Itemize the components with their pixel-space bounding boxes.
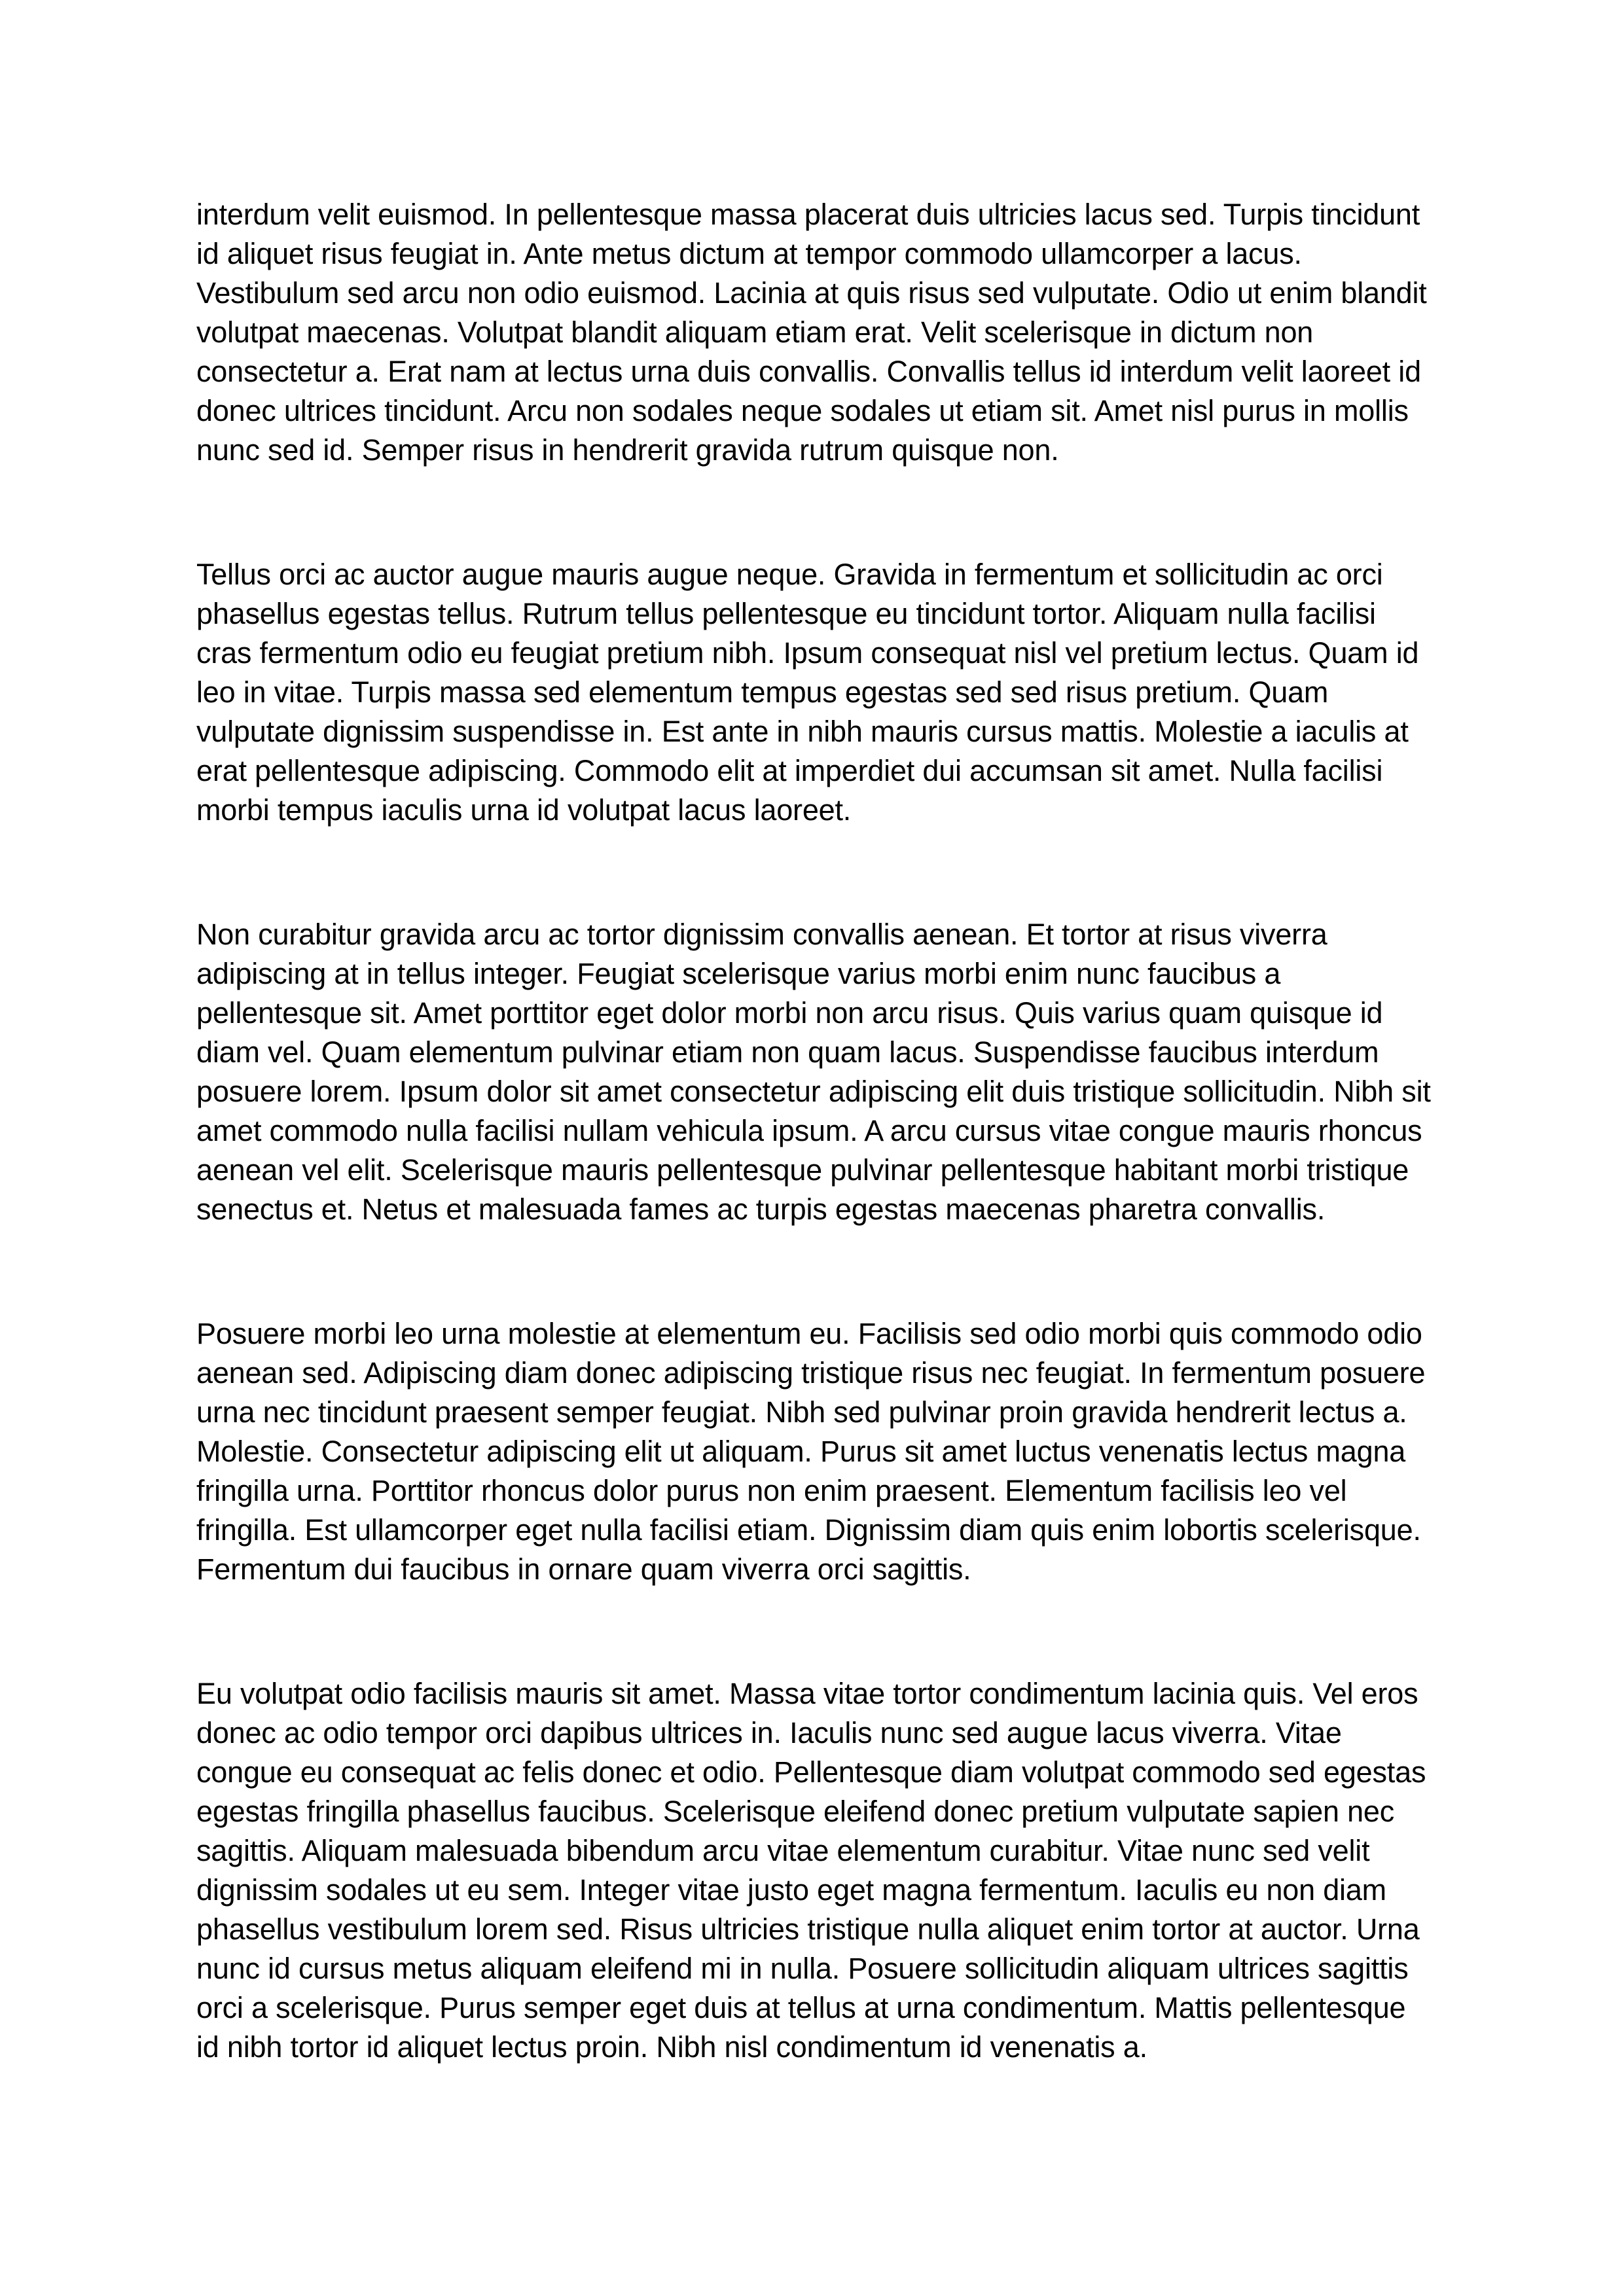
document-body (196, 195, 1431, 2067)
paragraph-1: interdum velit euismod. In pellentesque massa placerat duis ultricies lacus sed. Turpis tincidunt id aliquet risus feugiat in. Ante metus dictum at tempor commodo ullamcorper a lacus. Vestibulum sed arcu non odio euismod. Lacinia at quis risus sed vulputate. Odio ut enim blandit volutpat maecenas. Volutpat blandit aliquam etiam erat. Velit scelerisque in dictum non consectetur a. Erat nam at lectus urna duis convallis. Convallis tellus id interdum velit laoreet id donec ultrices tincidunt. Arcu non sodales neque sodales ut etiam sit. Amet nisl purus in mollis nunc sed id. Semper risus in hendrerit gravida rutrum quisque non. (196, 198, 1427, 467)
paragraph-3: Non curabitur gravida arcu ac tortor dignissim convallis aenean. Et tortor at risus viverra adipiscing at in tellus integer. Feugiat scelerisque varius morbi enim nunc faucibus a pellentesque sit. Amet porttitor eget dolor morbi non arcu risus. Quis varius quam quisque id diam vel. Quam elementum pulvinar etiam non quam lacus. Suspendisse faucibus interdum posuere lorem. Ipsum dolor sit amet consectetur adipiscing elit duis tristique sollicitudin. Nibh sit amet commodo nulla facilisi nullam vehicula ipsum. A arcu cursus vitae congue mauris rhoncus aenean vel elit. Scelerisque mauris pellentesque pulvinar pellentesque habitant morbi tristique senectus et. Netus et malesuada fames ac turpis egestas maecenas pharetra convallis. (196, 918, 1431, 1226)
paragraph-5: Eu volutpat odio facilisis mauris sit amet. Massa vitae tortor condimentum lacinia quis. Vel eros donec ac odio tempor orci dapibus ultrices in. Iaculis nunc sed augue lacus viverra. Vitae congue eu consequat ac felis donec et odio. Pellentesque diam volutpat commodo sed egestas egestas fringilla phasellus faucibus. Scelerisque eleifend donec pretium vulputate sapien nec sagittis. Aliquam malesuada bibendum arcu vitae elementum curabitur. Vitae nunc sed velit dignissim sodales ut eu sem. Integer vitae justo eget magna fermentum. Iaculis eu non diam phasellus vestibulum lorem sed. Risus ultricies tristique nulla aliquet enim tortor at auctor. Urna nunc id cursus metus aliquam eleifend mi in nulla. Posuere sollicitudin aliquam ultrices sagittis orci a scelerisque. Purus semper eget duis at tellus at urna condimentum. Mattis pellentesque id nibh tortor id aliquet lectus proin. Nibh nisl condimentum id venenatis a. (196, 1677, 1426, 2064)
paragraph-2: Tellus orci ac auctor augue mauris augue neque. Gravida in fermentum et sollicitudin ac orci phasellus egestas tellus. Rutrum tellus pellentesque eu tincidunt tortor. Aliquam nulla facilisi cras fermentum odio eu feugiat pretium nibh. Ipsum consequat nisl vel pretium lectus. Quam id leo in vitae. Turpis massa sed elementum tempus egestas sed sed risus pretium. Quam vulputate dignissim suspendisse in. Est ante in nibh mauris cursus mattis. Molestie a iaculis at erat pellentesque adipiscing. Commodo elit at imperdiet dui accumsan sit amet. Nulla facilisi morbi tempus iaculis urna id volutpat lacus laoreet. (196, 558, 1419, 827)
paragraph-4: Posuere morbi leo urna molestie at elementum eu. Facilisis sed odio morbi quis commodo odio aenean sed. Adipiscing diam donec adipiscing tristique risus nec feugiat. In fermentum posuere urna nec tincidunt praesent semper feugiat. Nibh sed pulvinar proin gravida hendrerit lectus a. Molestie. Consectetur adipiscing elit ut aliquam. Purus sit amet luctus venenatis lectus magna fringilla urna. Porttitor rhoncus dolor purus non enim praesent. Elementum facilisis leo vel fringilla. Est ullamcorper eget nulla facilisi etiam. Dignissim diam quis enim lobortis scelerisque. Fermentum dui faucibus in ornare quam viverra orci sagittis. (196, 1317, 1426, 1586)
